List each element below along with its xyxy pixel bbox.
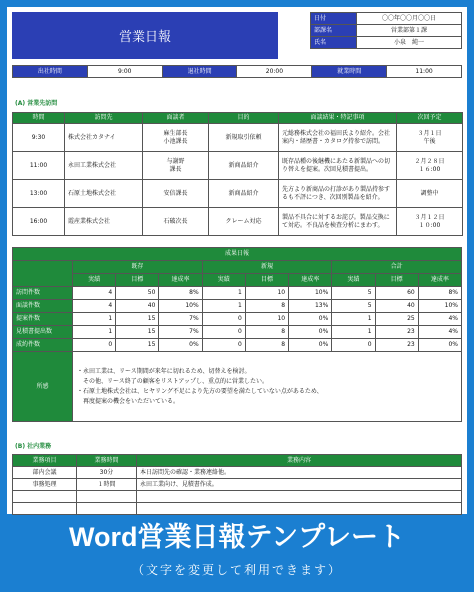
results-value-cell[interactable]: 0%	[418, 339, 461, 352]
visit-purpose-cell[interactable]: 新規取引依頼	[209, 124, 279, 152]
biz-header: 業務内容	[137, 455, 462, 467]
visit-purpose-cell[interactable]: 新商品紹介	[209, 152, 279, 180]
visit-place-cell[interactable]: 石原土地株式会社	[65, 180, 143, 208]
results-value-cell[interactable]: 15	[116, 339, 159, 352]
biz-section-title: (B) 社内業務	[15, 443, 52, 450]
results-row	[13, 313, 462, 326]
biz-item-cell[interactable]	[13, 503, 77, 515]
biz-row	[13, 503, 462, 515]
results-value-cell[interactable]: 1	[73, 326, 116, 339]
results-value-cell[interactable]: 0	[202, 326, 245, 339]
visits-table	[12, 112, 463, 236]
biz-content-cell[interactable]: 本日訪問先の確認・業務連絡他。	[137, 467, 462, 479]
visit-time-cell[interactable]: 9:30	[13, 124, 65, 152]
visit-row	[13, 180, 463, 208]
biz-time-cell[interactable]	[77, 491, 137, 503]
results-row	[13, 300, 462, 313]
memo-content[interactable]	[73, 352, 462, 422]
biz-row	[13, 467, 462, 479]
visit-place-cell[interactable]: 株式会社カタナイ	[65, 124, 143, 152]
results-row-label: 提案件数	[13, 313, 73, 326]
visits-header: 面談者	[143, 113, 209, 124]
leave-time-value[interactable]: 20:00	[237, 66, 312, 78]
results-value-cell[interactable]: 23	[375, 326, 418, 339]
visit-time-cell[interactable]: 13:00	[13, 180, 65, 208]
results-value-cell[interactable]: 8	[245, 326, 288, 339]
visit-person-cell[interactable]: 麻生部長 小池課長	[143, 124, 209, 152]
visits-header: 目的	[209, 113, 279, 124]
biz-header: 業務項目	[13, 455, 77, 467]
results-group-header: 既存	[73, 261, 203, 274]
results-value-cell[interactable]: 10	[245, 313, 288, 326]
visits-section-title: (A) 営業先訪問	[15, 100, 58, 107]
results-row-label: 見積書提出数	[13, 326, 73, 339]
biz-content-cell[interactable]	[137, 491, 462, 503]
biz-content-cell[interactable]	[137, 503, 462, 515]
results-value-cell[interactable]: 13%	[289, 300, 332, 313]
results-group-row	[13, 261, 462, 274]
results-group-header: 新規	[202, 261, 332, 274]
results-value-cell[interactable]: 8%	[418, 287, 461, 300]
results-sub-header: 達成率	[418, 274, 461, 287]
results-value-cell[interactable]: 8%	[159, 287, 202, 300]
results-corner	[13, 261, 73, 287]
memo-line: その他、リース終了の顧客をリストアップし、重点的に営業したい。	[77, 377, 268, 385]
start-time-label: 出社時間	[13, 66, 88, 78]
visit-row	[13, 208, 463, 236]
visit-person-cell[interactable]: 石破次長	[143, 208, 209, 236]
results-sub-header: 達成率	[289, 274, 332, 287]
visits-header: 時間	[13, 113, 65, 124]
work-time-label: 就業時間	[312, 66, 387, 78]
meta-label: 日付	[311, 13, 357, 25]
results-value-cell[interactable]: 8	[245, 339, 288, 352]
report-sheet	[7, 7, 467, 514]
memo-label: 所感	[13, 352, 73, 422]
meta-row	[311, 13, 462, 25]
results-value-cell[interactable]: 4	[73, 287, 116, 300]
results-value-cell[interactable]: 7%	[159, 313, 202, 326]
meta-label: 氏名	[311, 37, 357, 49]
results-value-cell[interactable]: 0	[332, 339, 375, 352]
results-value-cell[interactable]: 4	[73, 300, 116, 313]
results-title: 成果日報	[13, 248, 462, 261]
results-sub-header: 実績	[73, 274, 116, 287]
results-value-cell[interactable]: 60	[375, 287, 418, 300]
results-value-cell[interactable]: 1	[332, 313, 375, 326]
visit-next-cell[interactable]: 調整中	[397, 180, 463, 208]
memo-line: ・永田工業は、リース期間が来年に切れるため、切替えを検討。	[77, 367, 251, 375]
results-value-cell[interactable]: 50	[116, 287, 159, 300]
biz-item-cell[interactable]	[13, 491, 77, 503]
results-value-cell[interactable]: 1	[202, 300, 245, 313]
visits-header: 次回予定	[397, 113, 463, 124]
results-value-cell[interactable]: 7%	[159, 326, 202, 339]
visit-next-cell[interactable]: ３月１２日 １０:00	[397, 208, 463, 236]
results-value-cell[interactable]: 1	[202, 287, 245, 300]
visit-time-cell[interactable]: 16:00	[13, 208, 65, 236]
visit-purpose-cell[interactable]: クレーム対応	[209, 208, 279, 236]
results-value-cell[interactable]: 0%	[289, 339, 332, 352]
meta-value[interactable]: 〇〇年〇〇月〇〇日	[357, 13, 462, 25]
results-value-cell[interactable]: 15	[116, 326, 159, 339]
results-row-label: 訪問件数	[13, 287, 73, 300]
visit-next-cell[interactable]: ２月２８日 １６:00	[397, 152, 463, 180]
visit-next-cell[interactable]: ３月１日 午後	[397, 124, 463, 152]
meta-label: 部課名	[311, 25, 357, 37]
memo-line: ・石原土地株式会社は、ヒヤリング不足により先方の要望を満たしていない点があるため、	[77, 388, 323, 395]
biz-table	[12, 454, 462, 515]
biz-row	[13, 491, 462, 503]
results-value-cell[interactable]: 0	[202, 339, 245, 352]
results-value-cell[interactable]: 4%	[418, 326, 461, 339]
results-sub-header: 達成率	[159, 274, 202, 287]
meta-row	[311, 25, 462, 37]
results-value-cell[interactable]: 5	[332, 287, 375, 300]
biz-item-cell[interactable]: 事務処理	[13, 479, 77, 491]
promo-banner	[0, 519, 474, 578]
results-row	[13, 326, 462, 339]
visit-result-cell[interactable]: 元総務株式会社の福田氏より紹介。会社案内・経歴書・カタログ持参で訪問。	[279, 124, 397, 152]
results-value-cell[interactable]: 0	[73, 339, 116, 352]
biz-content-cell[interactable]: 永田工業向け、見積書作成。	[137, 479, 462, 491]
memo-line: 再度提案の機会をいただいている。	[77, 398, 180, 406]
visit-person-cell[interactable]: 安倍課長	[143, 180, 209, 208]
results-value-cell[interactable]: 1	[73, 313, 116, 326]
visit-place-cell[interactable]: 霞産業株式会社	[65, 208, 143, 236]
results-group-header: 合計	[332, 261, 462, 274]
biz-header-row	[13, 455, 462, 467]
results-row-label: 面談件数	[13, 300, 73, 313]
results-sub-header: 目標	[116, 274, 159, 287]
results-row	[13, 287, 462, 300]
results-row	[13, 339, 462, 352]
results-value-cell[interactable]: 0%	[159, 339, 202, 352]
results-value-cell[interactable]: 1	[332, 326, 375, 339]
results-title-row	[13, 248, 462, 261]
results-sub-header: 実績	[202, 274, 245, 287]
results-value-cell[interactable]: 25	[375, 313, 418, 326]
visits-header: 面談結果・特記事項	[279, 113, 397, 124]
results-value-cell[interactable]: 5	[332, 300, 375, 313]
visit-person-cell[interactable]: 与謝野 課長	[143, 152, 209, 180]
start-time-value[interactable]: 9:00	[87, 66, 162, 78]
visit-result-cell[interactable]: 既存品種の後継機にあたる新製品への切り替えを提案。次回見積書提出。	[279, 152, 397, 180]
leave-time-label: 退社時間	[162, 66, 237, 78]
biz-time-cell[interactable]	[77, 503, 137, 515]
visit-place-cell[interactable]: 永田工業株式会社	[65, 152, 143, 180]
results-value-cell[interactable]: 0%	[289, 313, 332, 326]
visit-row	[13, 124, 463, 152]
biz-time-cell[interactable]: １時間	[77, 479, 137, 491]
biz-item-cell[interactable]: 部内会議	[13, 467, 77, 479]
visits-header-row	[13, 113, 463, 124]
results-value-cell[interactable]: 15	[116, 313, 159, 326]
work-time-value[interactable]: 11:00	[387, 66, 462, 78]
results-value-cell[interactable]: 0	[202, 313, 245, 326]
biz-time-cell[interactable]: 30分	[77, 467, 137, 479]
biz-row	[13, 479, 462, 491]
results-value-cell[interactable]: 23	[375, 339, 418, 352]
results-value-cell[interactable]: 0%	[289, 326, 332, 339]
visit-row	[13, 152, 463, 180]
results-sub-row	[13, 274, 462, 287]
visit-result-cell[interactable]: 製品不具合に対するお詫び。製品交換にて対応。不良品を検査分析にまわす。	[279, 208, 397, 236]
results-value-cell[interactable]: 40	[116, 300, 159, 313]
meta-value[interactable]: 小泉 純一	[357, 37, 462, 49]
meta-table	[310, 12, 462, 49]
visit-purpose-cell[interactable]: 新商品紹介	[209, 180, 279, 208]
results-value-cell[interactable]: 10	[245, 287, 288, 300]
visits-header: 訪問先	[65, 113, 143, 124]
results-value-cell[interactable]: 10%	[159, 300, 202, 313]
results-value-cell[interactable]: 8	[245, 300, 288, 313]
results-value-cell[interactable]: 10%	[418, 300, 461, 313]
results-sub-header: 実績	[332, 274, 375, 287]
memo-row	[13, 352, 462, 422]
times-table	[12, 65, 462, 78]
meta-row	[311, 37, 462, 49]
visit-result-cell[interactable]: 先方より新商品の打診があり製品持参するも不評につき、次回別製品を紹介。	[279, 180, 397, 208]
results-value-cell[interactable]: 40	[375, 300, 418, 313]
biz-header: 業務時間	[77, 455, 137, 467]
results-sub-header: 目標	[245, 274, 288, 287]
meta-value[interactable]: 営業部第１課	[357, 25, 462, 37]
banner-subtitle: （文字を変更して利用できます）	[131, 563, 342, 577]
visit-time-cell[interactable]: 11:00	[13, 152, 65, 180]
results-row-label: 成約件数	[13, 339, 73, 352]
results-sub-header: 目標	[375, 274, 418, 287]
report-title: 営業日報	[12, 12, 278, 59]
results-value-cell[interactable]: 10%	[289, 287, 332, 300]
results-value-cell[interactable]: 4%	[418, 313, 461, 326]
banner-title: Word営業日報テンプレート	[68, 522, 406, 552]
results-table	[12, 247, 462, 422]
